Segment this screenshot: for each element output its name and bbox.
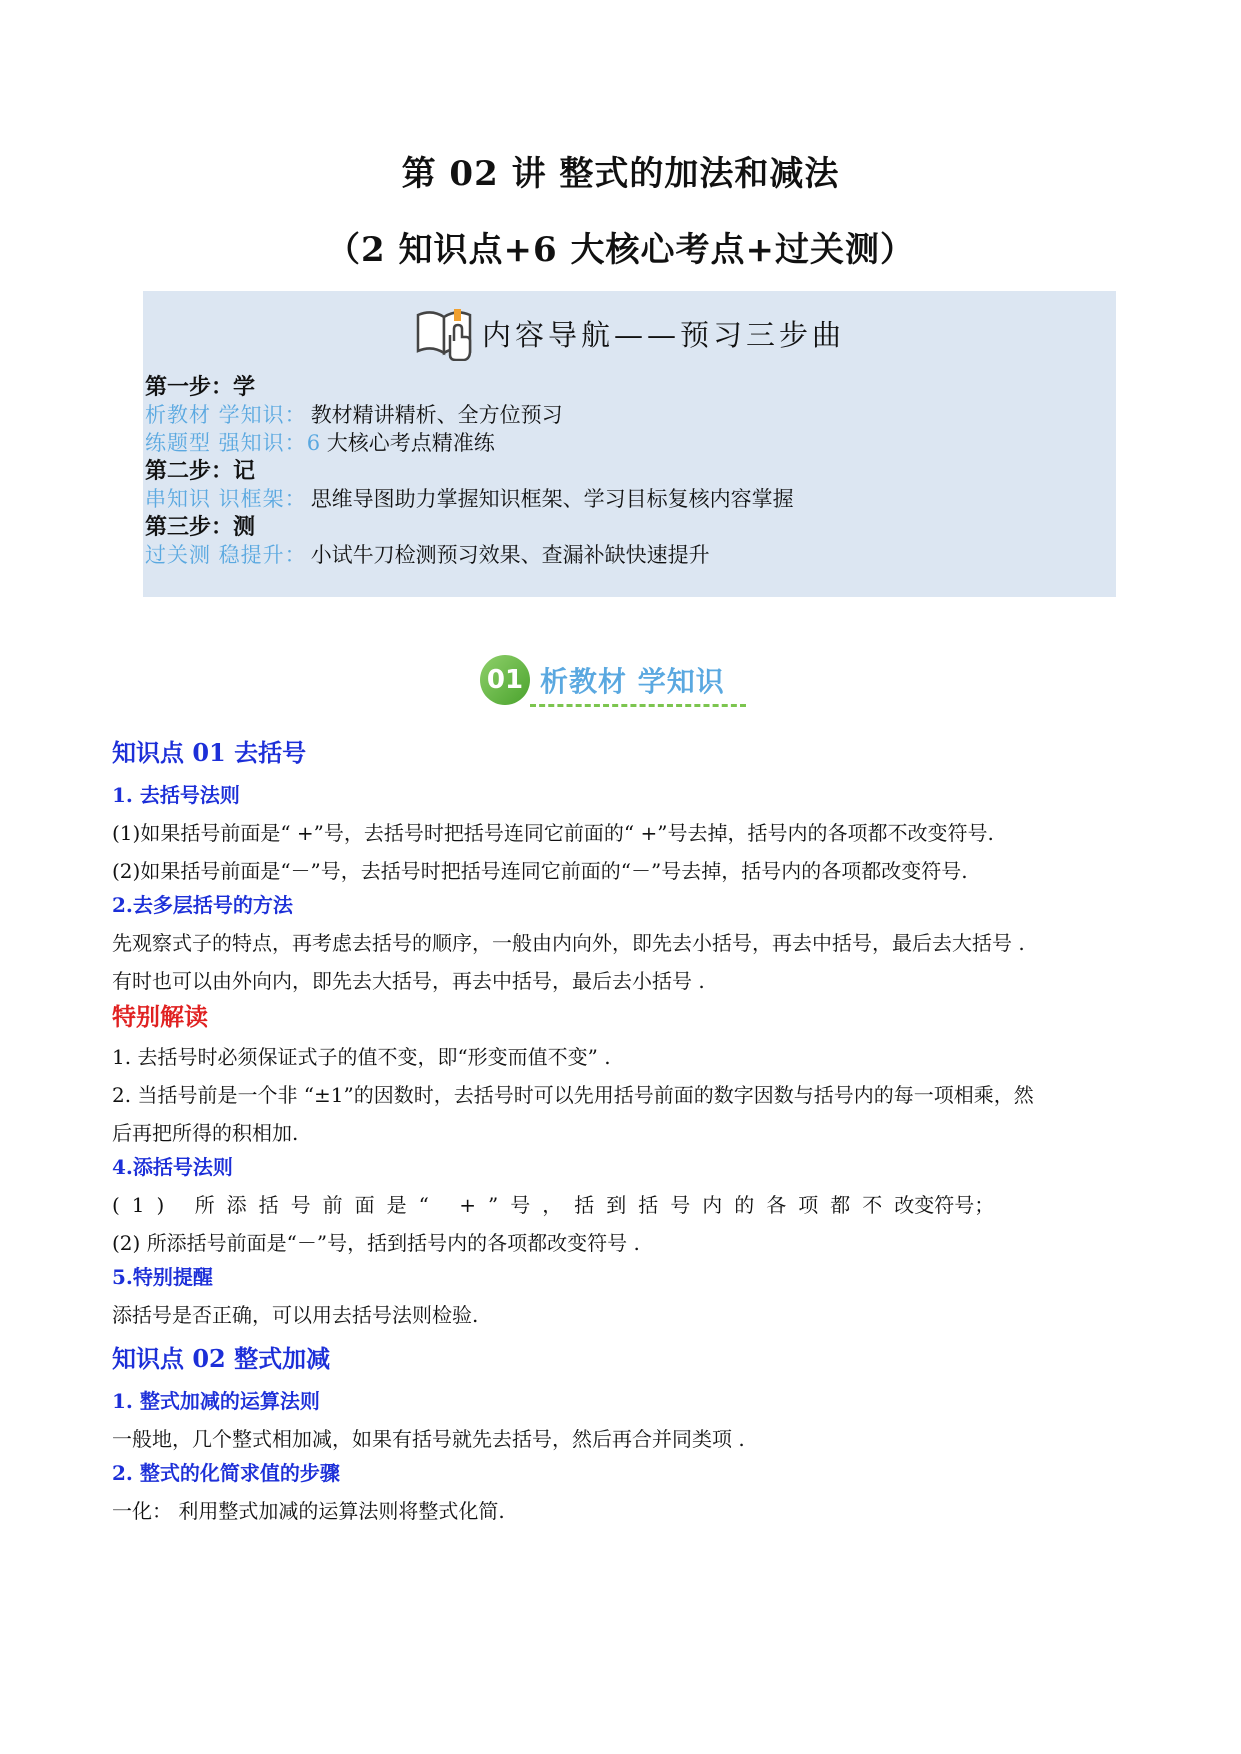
knowledge-point-1-heading: 知识点 01 去括号 [112,738,307,767]
subheading-multilayer: 2.去多层括号的方法 [112,893,293,917]
paragraph-spaced-part: (1) 所添括号前面是“ +”号，括到括号内的各项都不 [112,1193,895,1217]
special-notes-heading: 特别解读 [112,1002,208,1031]
nav-row-2-key: 练题型 强知识： [145,431,307,455]
step-1-label: 第一步：学 [145,374,256,400]
nav-row-4-key: 过关测 稳提升： [145,543,307,567]
subheading-simplify-steps: 2. 整式的化简求值的步骤 [112,1461,340,1485]
content-navigation-box [143,291,1116,597]
section-number-badge: 01 [480,655,530,705]
nav-row-4 [145,541,794,569]
nav-row-3-key: 串知识 识框架： [145,487,307,511]
paragraph: (1)如果括号前面是“ +”号，去括号时把括号连同它前面的“ +”号去掉，括号内的各项都不改变符号. [112,821,994,845]
subheading-rule: 1. 去括号法则 [112,783,240,807]
step-2-label: 第二步：记 [145,458,256,484]
step-3-label: 第三步：测 [145,514,256,540]
nav-row-2-value: 大核心考点精准练 [320,431,495,455]
nav-row-2-number: 6 [306,431,321,455]
navigation-heading-text: 内容导航——预习三步曲 [481,317,845,352]
nav-row-3-value: 思维导图助力掌握知识框架、学习目标复核内容掌握 [310,487,794,511]
paragraph: 后再把所得的积相加. [112,1121,299,1145]
nav-row-1-value: 教材精讲精析、全方位预习 [310,403,563,427]
section-divider [530,704,746,707]
lesson-title: 第 02 讲 整式的加法和减法 [401,154,840,194]
navigation-steps [145,373,794,569]
knowledge-point-2-heading: 知识点 02 整式加减 [112,1344,331,1373]
section-title: 析教材 学知识 [540,665,725,698]
paragraph: 1. 去括号时必须保证式子的值不变，即“形变而值不变” . [112,1045,611,1069]
book-pointer-icon [414,305,476,361]
paragraph: (2) 所添括号前面是“－”号，括到括号内的各项都改变符号 . [112,1231,640,1255]
main-content [112,728,1122,1530]
paragraph: 先观察式子的特点，再考虑去括号的顺序，一般由内向外，即先去小括号，再去中括号，最后去大括号 . [112,931,1025,955]
nav-row-1 [145,401,794,429]
paragraph-end-part: 改变符号； [894,1193,995,1217]
paragraph: (2)如果括号前面是“－”号，去括号时把括号连同它前面的“－”号去掉，括号内的各项都改变符号. [112,859,968,883]
paragraph [112,1186,1122,1224]
paragraph: 添括号是否正确，可以用去括号法则检验. [112,1303,479,1327]
navigation-heading [143,303,1116,363]
paragraph: 2. 当括号前是一个非 “±1”的因数时，去括号时可以先用括号前面的数字因数与括号内的每一项相乘，然 [112,1083,1034,1107]
lesson-subtitle: （2 知识点+6 大核心考点+过关测） [326,230,915,270]
nav-row-3 [145,485,794,513]
paragraph: 一化： 利用整式加减的运算法则将整式化简. [112,1499,505,1523]
subheading-operation-rule: 1. 整式加减的运算法则 [112,1389,320,1413]
section-badge [480,652,725,708]
subheading-reminder: 5.特别提醒 [112,1265,213,1289]
nav-row-1-key: 析教材 学知识： [145,403,307,427]
paragraph: 一般地，几个整式相加减，如果有括号就先去括号，然后再合并同类项 . [112,1427,745,1451]
paragraph: 有时也可以由外向内，即先去大括号，再去中括号，最后去小括号 . [112,969,705,993]
nav-row-4-value: 小试牛刀检测预习效果、查漏补缺快速提升 [310,543,710,567]
subheading-add-brackets: 4.添括号法则 [112,1155,233,1179]
nav-row-2 [145,429,794,457]
